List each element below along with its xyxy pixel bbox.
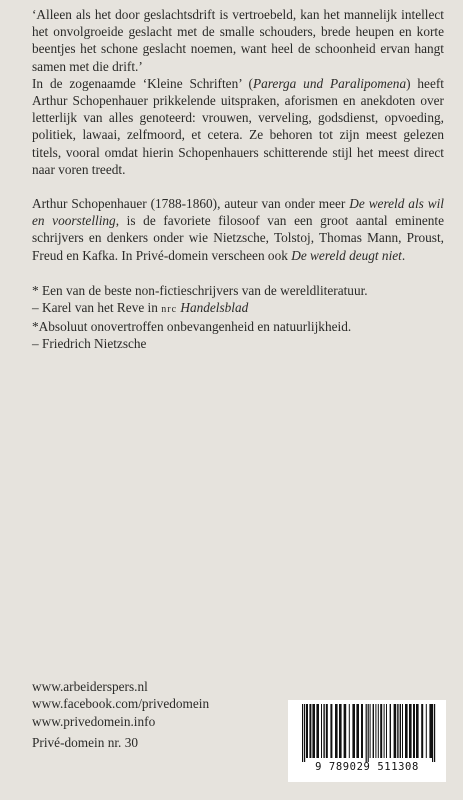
reviews [32,282,444,353]
barcode-bar [361,704,363,758]
link-facebook[interactable]: www.facebook.com/privedomein [32,696,210,712]
barcode-bar [339,704,342,758]
barcode-bar [356,704,359,758]
barcode-bar [344,704,347,758]
barcode-bar [429,704,432,758]
handelsblad-title: Handelsblad [180,300,249,316]
review-source-1-text: – Karel van het Reve in [32,300,162,316]
barcode-bar [309,704,311,758]
blurb [32,0,444,264]
barcode-bar [432,704,433,762]
barcode-bar [380,704,382,758]
barcode-bar [409,704,412,758]
barcode-bars [294,704,440,762]
barcode-bar [378,704,379,758]
wereld-als-wil-title: De wereld als wil en voorstelling [32,196,444,229]
barcode-bar [394,704,397,758]
barcode-bar [426,704,427,758]
barcode-bar [352,704,355,758]
barcode-bar [400,704,401,758]
wereld-deugt-niet-title: De wereld deugt niet [291,247,402,263]
author-bio-text-3: . [401,247,406,263]
barcode-bar [384,704,385,758]
isbn-barcode [288,700,446,782]
publisher-links [32,678,209,730]
opening-quote: ‘Alleen als het door geslachtsdrift is vertroebeld, kan het mannelijk intellect het onvolgroeide geslacht met de smalle schouders, brede heupen en korte beentjes het schone geslacht noemen, want heel de schoonheid ervan hangt samen met die drift.’ [32,7,444,74]
barcode-bar [323,704,324,758]
barcode-bar [302,704,303,762]
series-number: Privé-domein nr. 30 [32,735,138,750]
barcode-digits: 9 789029 511308 [315,761,419,773]
barcode-bar [413,704,415,758]
barcode-bar [349,704,350,758]
barcode-bar [397,704,398,758]
barcode-bar [326,704,328,758]
barcode-bar [330,704,332,758]
barcode-bar [375,704,376,758]
barcode-bar [373,704,374,758]
barcode-bar [405,704,408,758]
author-bio-paragraph [32,195,444,264]
barcode-bar [386,704,387,758]
link-privedomein[interactable]: www.privedomein.info [32,713,156,729]
barcode-bar [434,704,435,762]
link-arbeiderspers[interactable]: www.arbeiderspers.nl [32,679,148,694]
barcode-bar [390,704,391,758]
barcode-bar [306,704,308,758]
barcode-bar [321,704,322,758]
barcode-bar [304,704,305,762]
barcode-bar [402,704,403,758]
barcode-bar [312,704,315,758]
author-bio-text-1: Arthur Schopenhauer (1788-1860), auteur van onder meer [32,196,350,212]
parerga-title: Parerga und Paralipomena [252,75,407,91]
review-source-1 [32,299,444,318]
description-text-2: ) heeft Arthur Schopenhauer prikkelende uitspraken, aforismen en anekdoten over letterlijk van alles genoteerd: vrouwen, verveling, godsdienst, opvoeding, politiek, lawaai, zelfmoord, et cetera. Ze behoren tot zijn meest gelezen titels, vooral omdat hierin Schopenhauers schitterende stijl het meest direct naar voren treedt. [32,75,444,177]
review-quote-1: * Een van de beste non-fictieschrijvers van de wereldliteratuur. [32,282,368,298]
nrc-label: nrc [161,304,178,316]
description-paragraph [32,75,444,178]
barcode-bar [335,704,338,758]
description-text-1: In de zogenaamde ‘Kleine Schriften’ ( [32,75,253,91]
review-source-2: – Friedrich Nietzsche [32,336,147,352]
barcode-bar [316,704,319,758]
barcode-bar [366,704,367,762]
barcode-bar [416,704,419,758]
review-quote-2: *Absoluut onovertroffen onbevangenheid en natuurlijkheid. [32,319,352,335]
barcode-bar [421,704,423,758]
barcode-bar [370,704,371,758]
barcode-bar [368,704,369,762]
back-cover-text [32,0,444,353]
author-bio-text-2: , is de favoriete filosoof van een groot aantal eminente schrijvers en denkers onder wie Nietzsche, Tolstoj, Thomas Mann, Proust, Freud en Kafka. In Privé-domein verscheen ook [32,213,444,263]
